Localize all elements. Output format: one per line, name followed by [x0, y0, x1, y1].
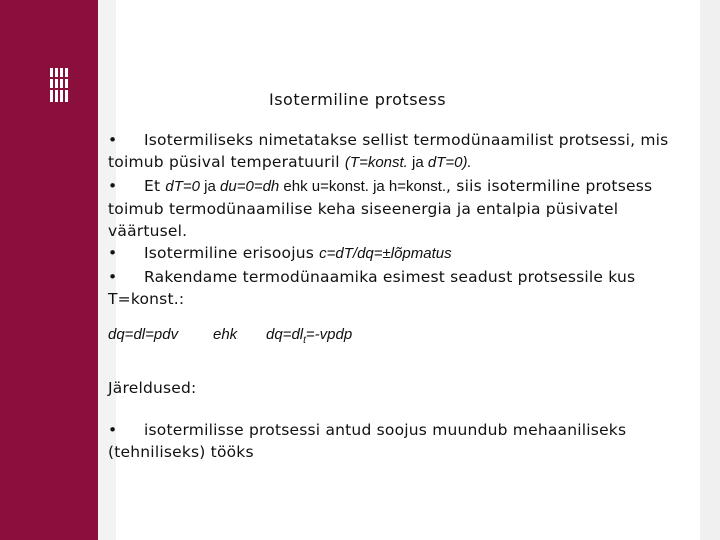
page-title: Isotermiline protsess: [269, 90, 447, 109]
bullet-text: Et: [144, 176, 166, 195]
right-edge-strip: [700, 0, 720, 540]
bullet-marker: •: [108, 176, 118, 195]
bullet-marker: •: [108, 131, 118, 149]
slide-body: [108, 129, 688, 464]
bullet-text: ja: [200, 177, 221, 195]
bullet-text: Isotermiliseks nimetatakse sellist termodünaamilist protsessi, mis toimub püsival temperatuuril: [108, 131, 669, 172]
bullet-formula: du=0=dh: [220, 177, 280, 195]
list-item: [108, 242, 688, 265]
formula-left: dq=dl=pdv: [108, 326, 179, 344]
formula-right: dq=dl: [266, 326, 304, 344]
conclusions-heading: Järeldused:: [108, 378, 197, 397]
formula-line: [108, 324, 688, 352]
spacer: [108, 353, 688, 377]
formula-connector: ehk: [213, 326, 238, 344]
bullet-text: Rakendame termodünaamika esimest seadust protsessile kus T=konst.:: [108, 267, 636, 309]
bullet-text: Isotermiline erisoojus: [144, 244, 320, 263]
list-item: [108, 129, 688, 175]
bullet-text: ja: [407, 154, 428, 172]
spacer: [108, 399, 688, 419]
bullet-text: ehk u=konst. ja h=konst.: [279, 177, 447, 195]
formula-right-tail: =-vpdp: [305, 326, 353, 344]
bullet-marker: •: [108, 420, 118, 439]
formula-subscript: t: [303, 335, 306, 347]
list-item: [108, 266, 688, 311]
list-item: [108, 175, 688, 243]
bullet-text: , siis isotermiline protsess toimub termodünaamilise keha siseenergia ja entalpia püsivatel väärtusel.: [108, 176, 653, 241]
spacer: [108, 310, 688, 324]
bullet-formula: c=dT/dq=±lõpmatus: [319, 245, 452, 263]
logo-icon: [50, 68, 70, 102]
conclusion-text: isotermilisse protsessi antud soojus muundub mehaaniliseks (tehniliseks) tööks: [108, 420, 627, 462]
bullet-formula: dT=0).: [427, 154, 472, 172]
sidebar-band: [0, 0, 98, 540]
bullet-formula: (T=konst.: [344, 154, 408, 172]
bullet-marker: •: [108, 267, 118, 286]
list-item: [108, 419, 688, 464]
bullet-formula: dT=0: [165, 177, 201, 195]
bullet-marker: •: [108, 244, 118, 263]
